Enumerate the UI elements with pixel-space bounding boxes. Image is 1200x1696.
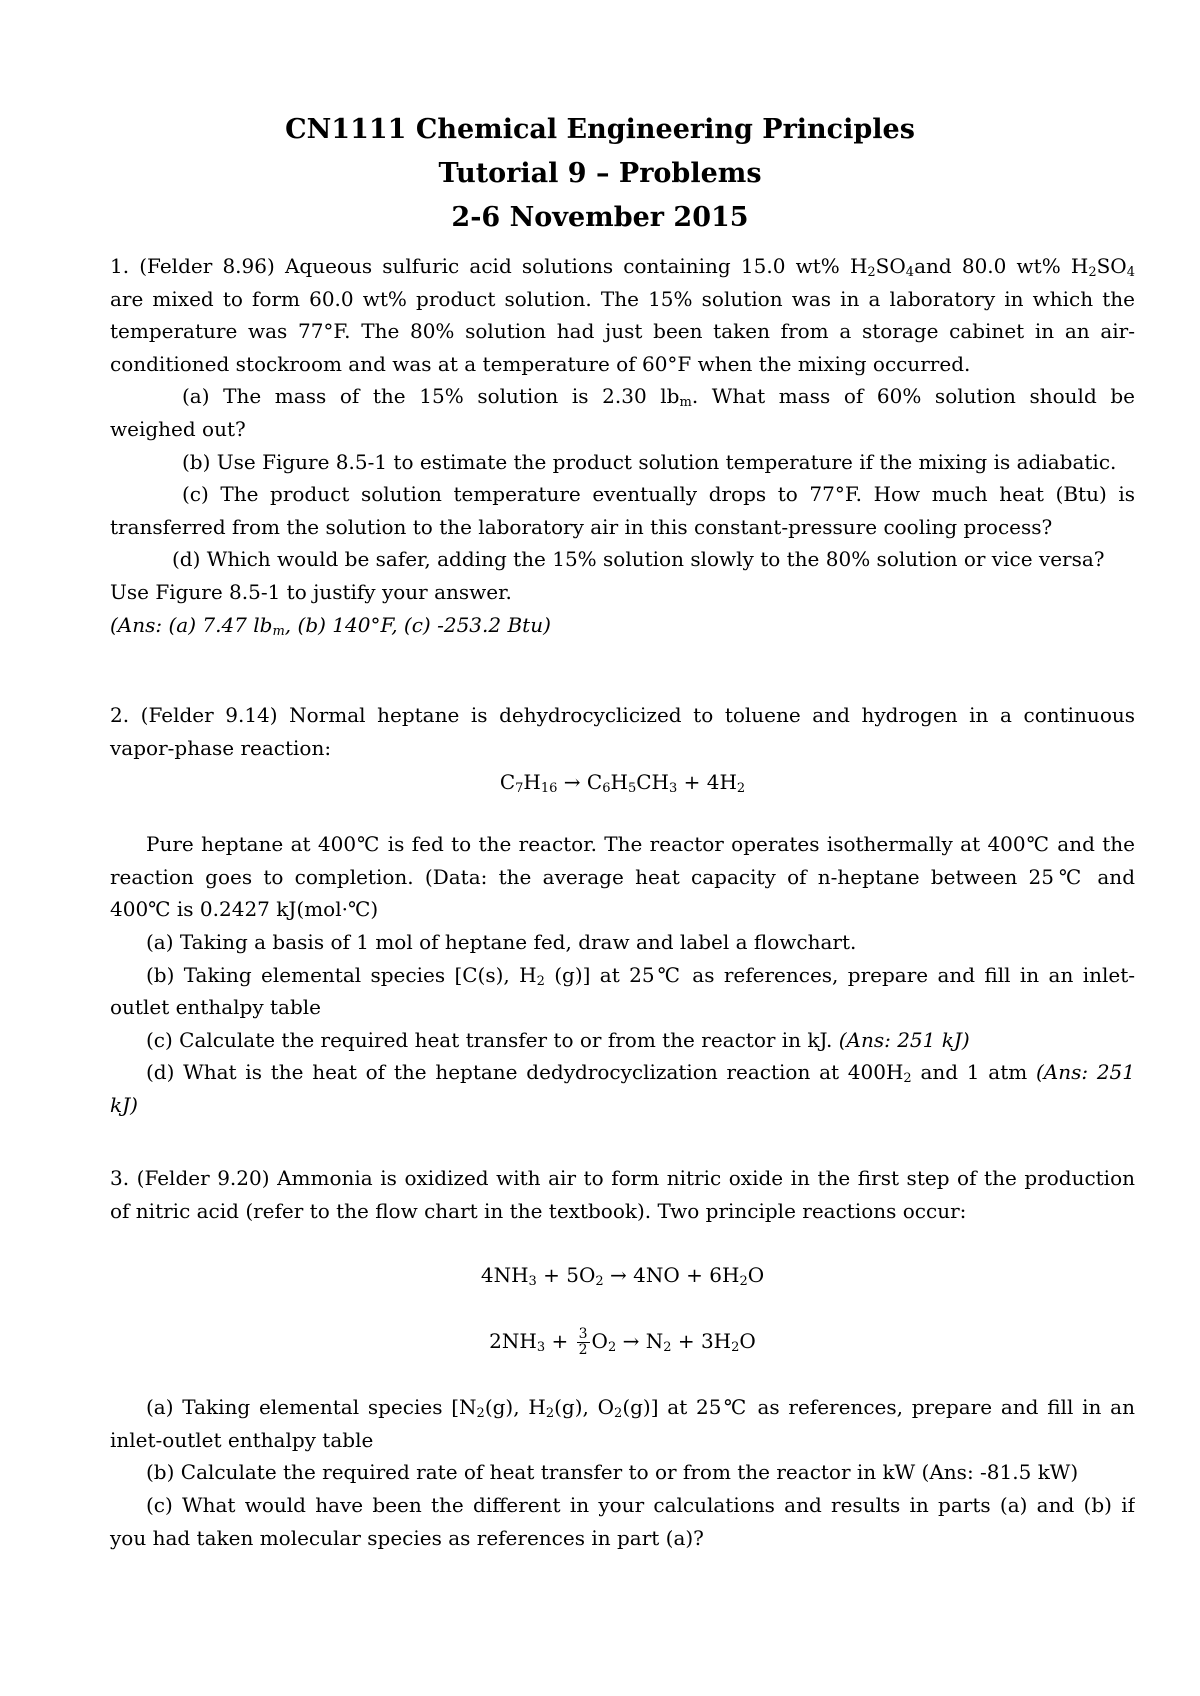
problem-3-part-c: (c) What would have been the different in your calculations and results in parts (a) and (b) if	[146, 1492, 1135, 1517]
problem-2	[110, 699, 1135, 1122]
problem-1-part-c: (c) The product solution temperature eventually drops to 77°F. How much heat (Btu) is	[182, 482, 1135, 507]
problem-2-part-d-cont: kJ)	[110, 1092, 138, 1117]
problem-3-part-b: (b) Calculate the required rate of heat transfer to or from the reactor in kW (Ans: -81.5 kW)	[146, 1460, 1079, 1485]
problem-1-answers: (Ans: (a) 7.47 $lb_m$, (b) 140°F, (c) -253.2 Btu)	[110, 612, 551, 639]
problem-1-part-a-cont: weighed out?	[110, 416, 246, 441]
problem-2-part-c: (c) Calculate the required heat transfer to or from the reactor in kJ. (Ans: 251 kJ)	[146, 1027, 970, 1052]
problem-1-part-b: (b) Use Figure 8.5-1 to estimate the product solution temperature if the mixing is adiabatic.	[182, 449, 1117, 474]
heptane-reaction-equation: $C_7H_{16} \to C_6H_5CH_3 + 4H_2$	[499, 770, 746, 797]
problem-2-part-a: (a) Taking a basis of 1 mol of heptane fed, draw and label a flowchart.	[146, 929, 857, 954]
problem-3-part-a: (a) Taking elemental species [$N_2(g)$, $H_2(g)$, $O_2(g)$] at 25℃ as references, prepare and fill in an	[146, 1395, 1135, 1422]
problem-3-part-a-cont: inlet-outlet enthalpy table	[110, 1427, 374, 1452]
date-title: 2-6 November 2015	[451, 202, 749, 233]
problem-2-line-2: vapor-phase reaction:	[110, 735, 332, 760]
ammonia-reaction-2: $2NH_3$ + $\frac{3}{2}$ $O_2 \to N_2 + 3H_2O$	[489, 1326, 756, 1359]
problem-2-line-5: 400℃ is 0.2427 kJ(mol·℃)	[110, 897, 379, 922]
problem-1-line-2: are mixed to form 60.0 wt% product solution. The 15% solution was in a laboratory in which the	[110, 286, 1135, 311]
problem-2-line-3: Pure heptane at 400℃ is fed to the reactor. The reactor operates isothermally at 400℃ and the	[146, 832, 1135, 857]
problem-1-part-d-cont: Use Figure 8.5-1 to justify your answer.	[110, 579, 512, 604]
problem-2-part-d: (d) What is the heat of the heptane dedydrocyclization reaction at $400H_2$ and 1 atm (Ans: 251	[146, 1060, 1135, 1087]
problem-3-line-2: of nitric acid (refer to the flow chart in the textbook). Two principle reactions occur:	[110, 1198, 967, 1223]
problem-2-line-4: reaction goes to completion. (Data: the average heat capacity of n-heptane between 25℃ and	[110, 864, 1135, 889]
problem-2-part-b-cont: outlet enthalpy table	[110, 995, 321, 1020]
tutorial-title: Tutorial 9 – Problems	[438, 158, 762, 189]
problem-2-part-b: (b) Taking elemental species [C(s), $H_2$ (g)] at 25℃ as references, prepare and fill in an inlet-	[146, 962, 1135, 989]
problem-1	[110, 250, 1135, 641]
problem-3	[110, 1162, 1135, 1554]
problem-3-part-c-cont: you had taken molecular species as references in part (a)?	[110, 1525, 704, 1550]
problem-1-part-d: (d) Which would be safer, adding the 15% solution slowly to the 80% solution or vice versa?	[172, 547, 1105, 572]
problem-1-line-1: 1. (Felder 8.96) Aqueous sulfuric acid solutions containing 15.0 wt% $H_2SO_4and$ 80.0 wt% $H_2SO_4$	[110, 254, 1135, 280]
problem-1-part-a: (a) The mass of the 15% solution is 2.30 $lb_m$. What mass of 60% solution should be	[182, 384, 1135, 411]
ammonia-reaction-1: $4NH_3 + 5O_2 \to 4NO + 6H_2O$	[480, 1263, 765, 1290]
problem-1-line-3: temperature was 77°F. The 80% solution had just been taken from a storage cabinet in an air-	[110, 319, 1135, 344]
problem-2-line-1: 2. (Felder 9.14) Normal heptane is dehydrocyclicized to toluene and hydrogen in a continuous	[110, 703, 1135, 727]
course-title: CN1111 Chemical Engineering Principles	[285, 114, 915, 145]
problem-1-line-4: conditioned stockroom and was at a temperature of 60°F when the mixing occurred.	[110, 351, 971, 376]
problem-1-part-c-cont: transferred from the solution to the laboratory air in this constant-pressure cooling process?	[110, 514, 1053, 539]
fraction-three-halves: $\frac{3}{2}$	[578, 1326, 588, 1359]
problem-3-line-1: 3. (Felder 9.20) Ammonia is oxidized with air to form nitric oxide in the first step of the production	[110, 1166, 1135, 1190]
